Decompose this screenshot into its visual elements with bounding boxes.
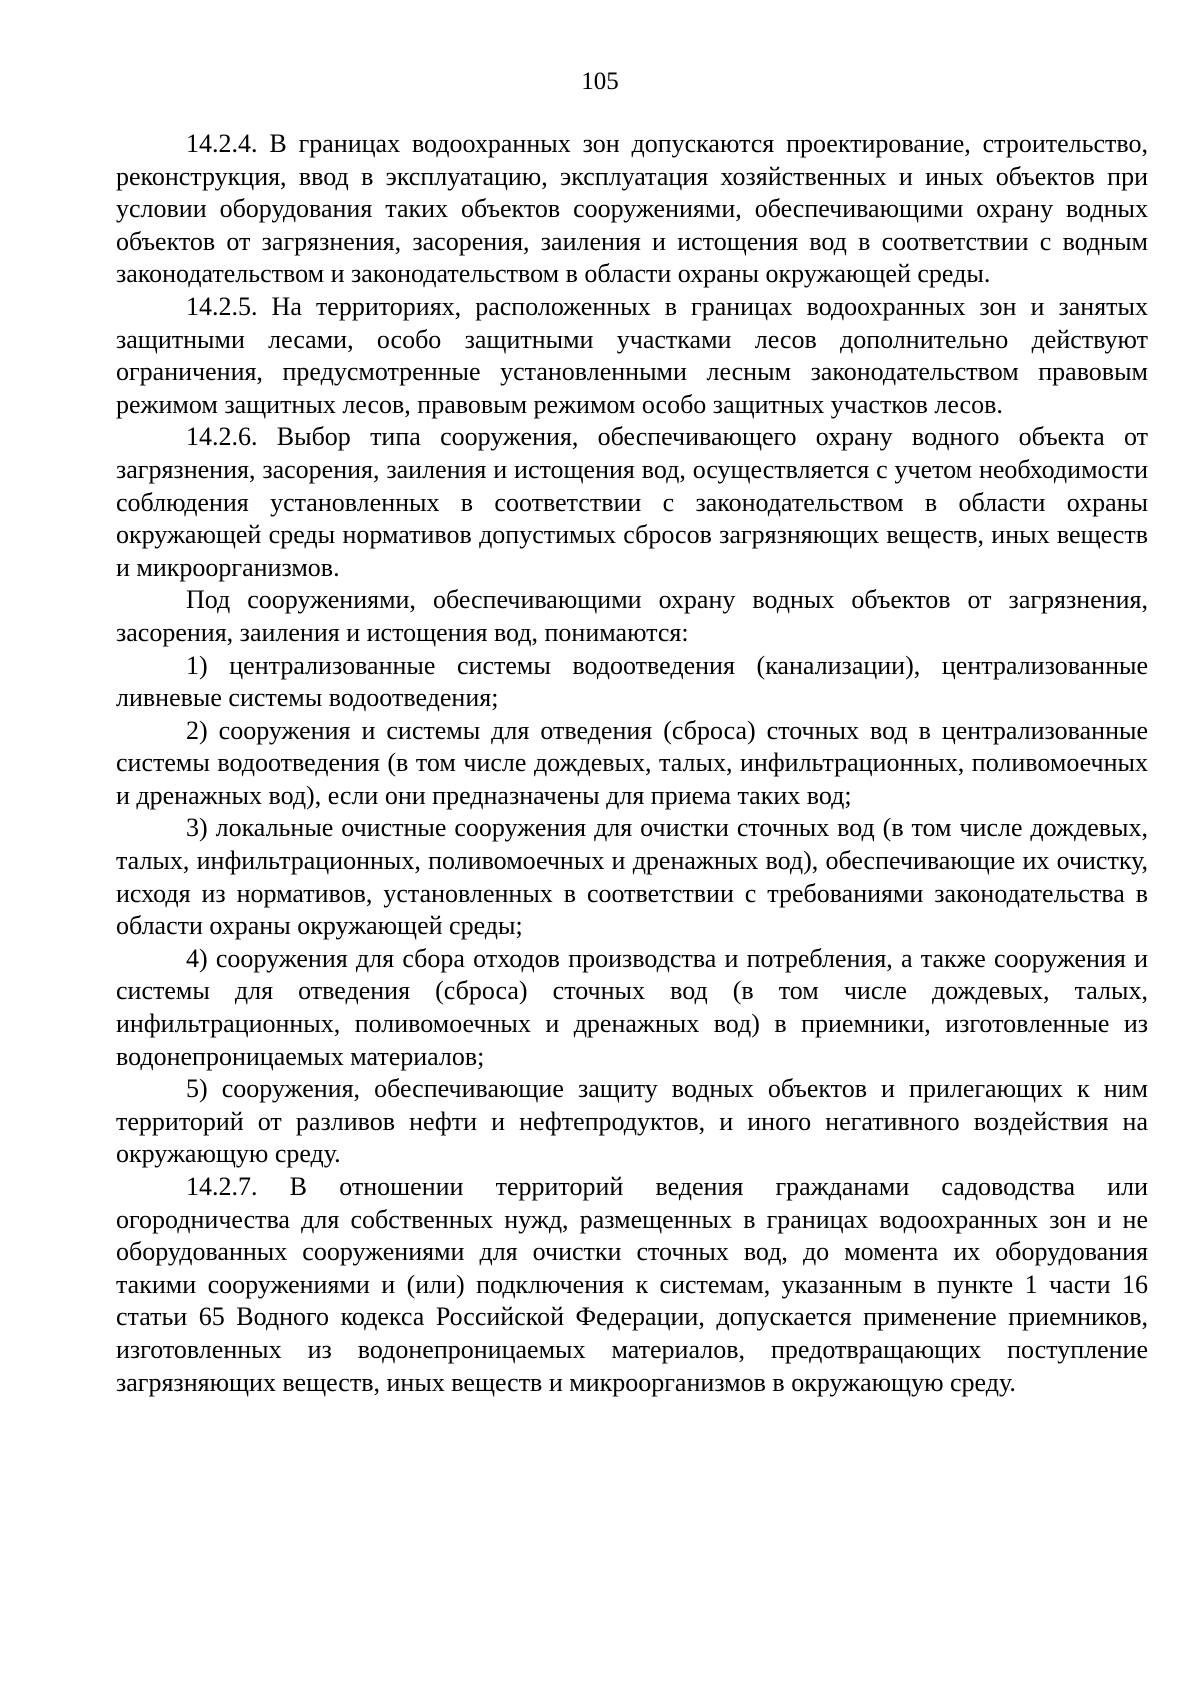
list-item-3: 3) локальные очистные сооружения для очистки сточных вод (в том числе дождевых, талых, инфильтрационных, поливомоечных и дренажных вод), обеспечивающие их очистку, исходя из нормативов, установленных в соответствии с требованиями законодательства в области охраны окружающей среды; (116, 813, 1148, 941)
paragraph-structures-definition: Под сооружениями, обеспечивающими охрану водных объектов от загрязнения, засорения, заиления и истощения вод, понимаются: (116, 585, 1148, 647)
paragraph-14-2-6: 14.2.6. Выбор типа сооружения, обеспечивающего охрану водного объекта от загрязнения, засорения, заиления и истощения вод, осуществляется с учетом необходимости соблюдения установленных в соответствии с законодательством в области охраны окружающей среды нормативов допустимых сбросов загрязняющих веществ, иных веществ и микроорганизмов. (116, 422, 1148, 582)
list-item-4: 4) сооружения для сбора отходов производства и потребления, а также сооружения и системы для отведения (сброса) сточных вод (в том числе дождевых, талых, инфильтрационных, поливомоечных и дренажных вод) в приемники, изготовленные из водонепроницаемых материалов; (116, 943, 1148, 1071)
document-body (116, 128, 1148, 1399)
paragraph-14-2-4: 14.2.4. В границах водоохранных зон допускаются проектирование, строительство, реконструкция, ввод в эксплуатацию, эксплуатация хозяйственных и иных объектов при условии оборудования таких объектов сооружениями, обеспечивающими охрану водных объектов от загрязнения, засорения, заиления и истощения вод в соответствии с водным законодательством и законодательством в области охраны окружающей среды. (116, 129, 1148, 289)
page-number: 105 (581, 68, 619, 95)
list-item-5: 5) сооружения, обеспечивающие защиту водных объектов и прилегающих к ним территорий от разливов нефти и нефтепродуктов, и иного негативного воздействия на окружающую среду. (116, 1074, 1148, 1169)
paragraph-14-2-7: 14.2.7. В отношении территорий ведения гражданами садоводства или огородничества для собственных нужд, размещенных в границах водоохранных зон и не оборудованных сооружениями для очистки сточных вод, до момента их оборудования такими сооружениями и (или) подключения к системам, указанным в пункте 1 части 16 статьи 65 Водного кодекса Российской Федерации, допускается применение приемников, изготовленных из водонепроницаемых материалов, предотвращающих поступление загрязняющих веществ, иных веществ и микроорганизмов в окружающую среду. (116, 1172, 1148, 1397)
list-item-2: 2) сооружения и системы для отведения (сброса) сточных вод в централизованные системы водоотведения (в том числе дождевых, талых, инфильтрационных, поливомоечных и дренажных вод), если они предназначены для приема таких вод; (116, 715, 1148, 810)
list-item-1: 1) централизованные системы водоотведения (канализации), централизованные ливневые системы водоотведения; (116, 650, 1148, 713)
paragraph-14-2-5: 14.2.5. На территориях, расположенных в границах водоохранных зон и занятых защитными лесами, особо защитными участками лесов дополнительно действуют ограничения, предусмотренные установленными лесным законодательством правовым режимом защитных лесов, правовым режимом особо защитных участков лесов. (116, 291, 1148, 419)
